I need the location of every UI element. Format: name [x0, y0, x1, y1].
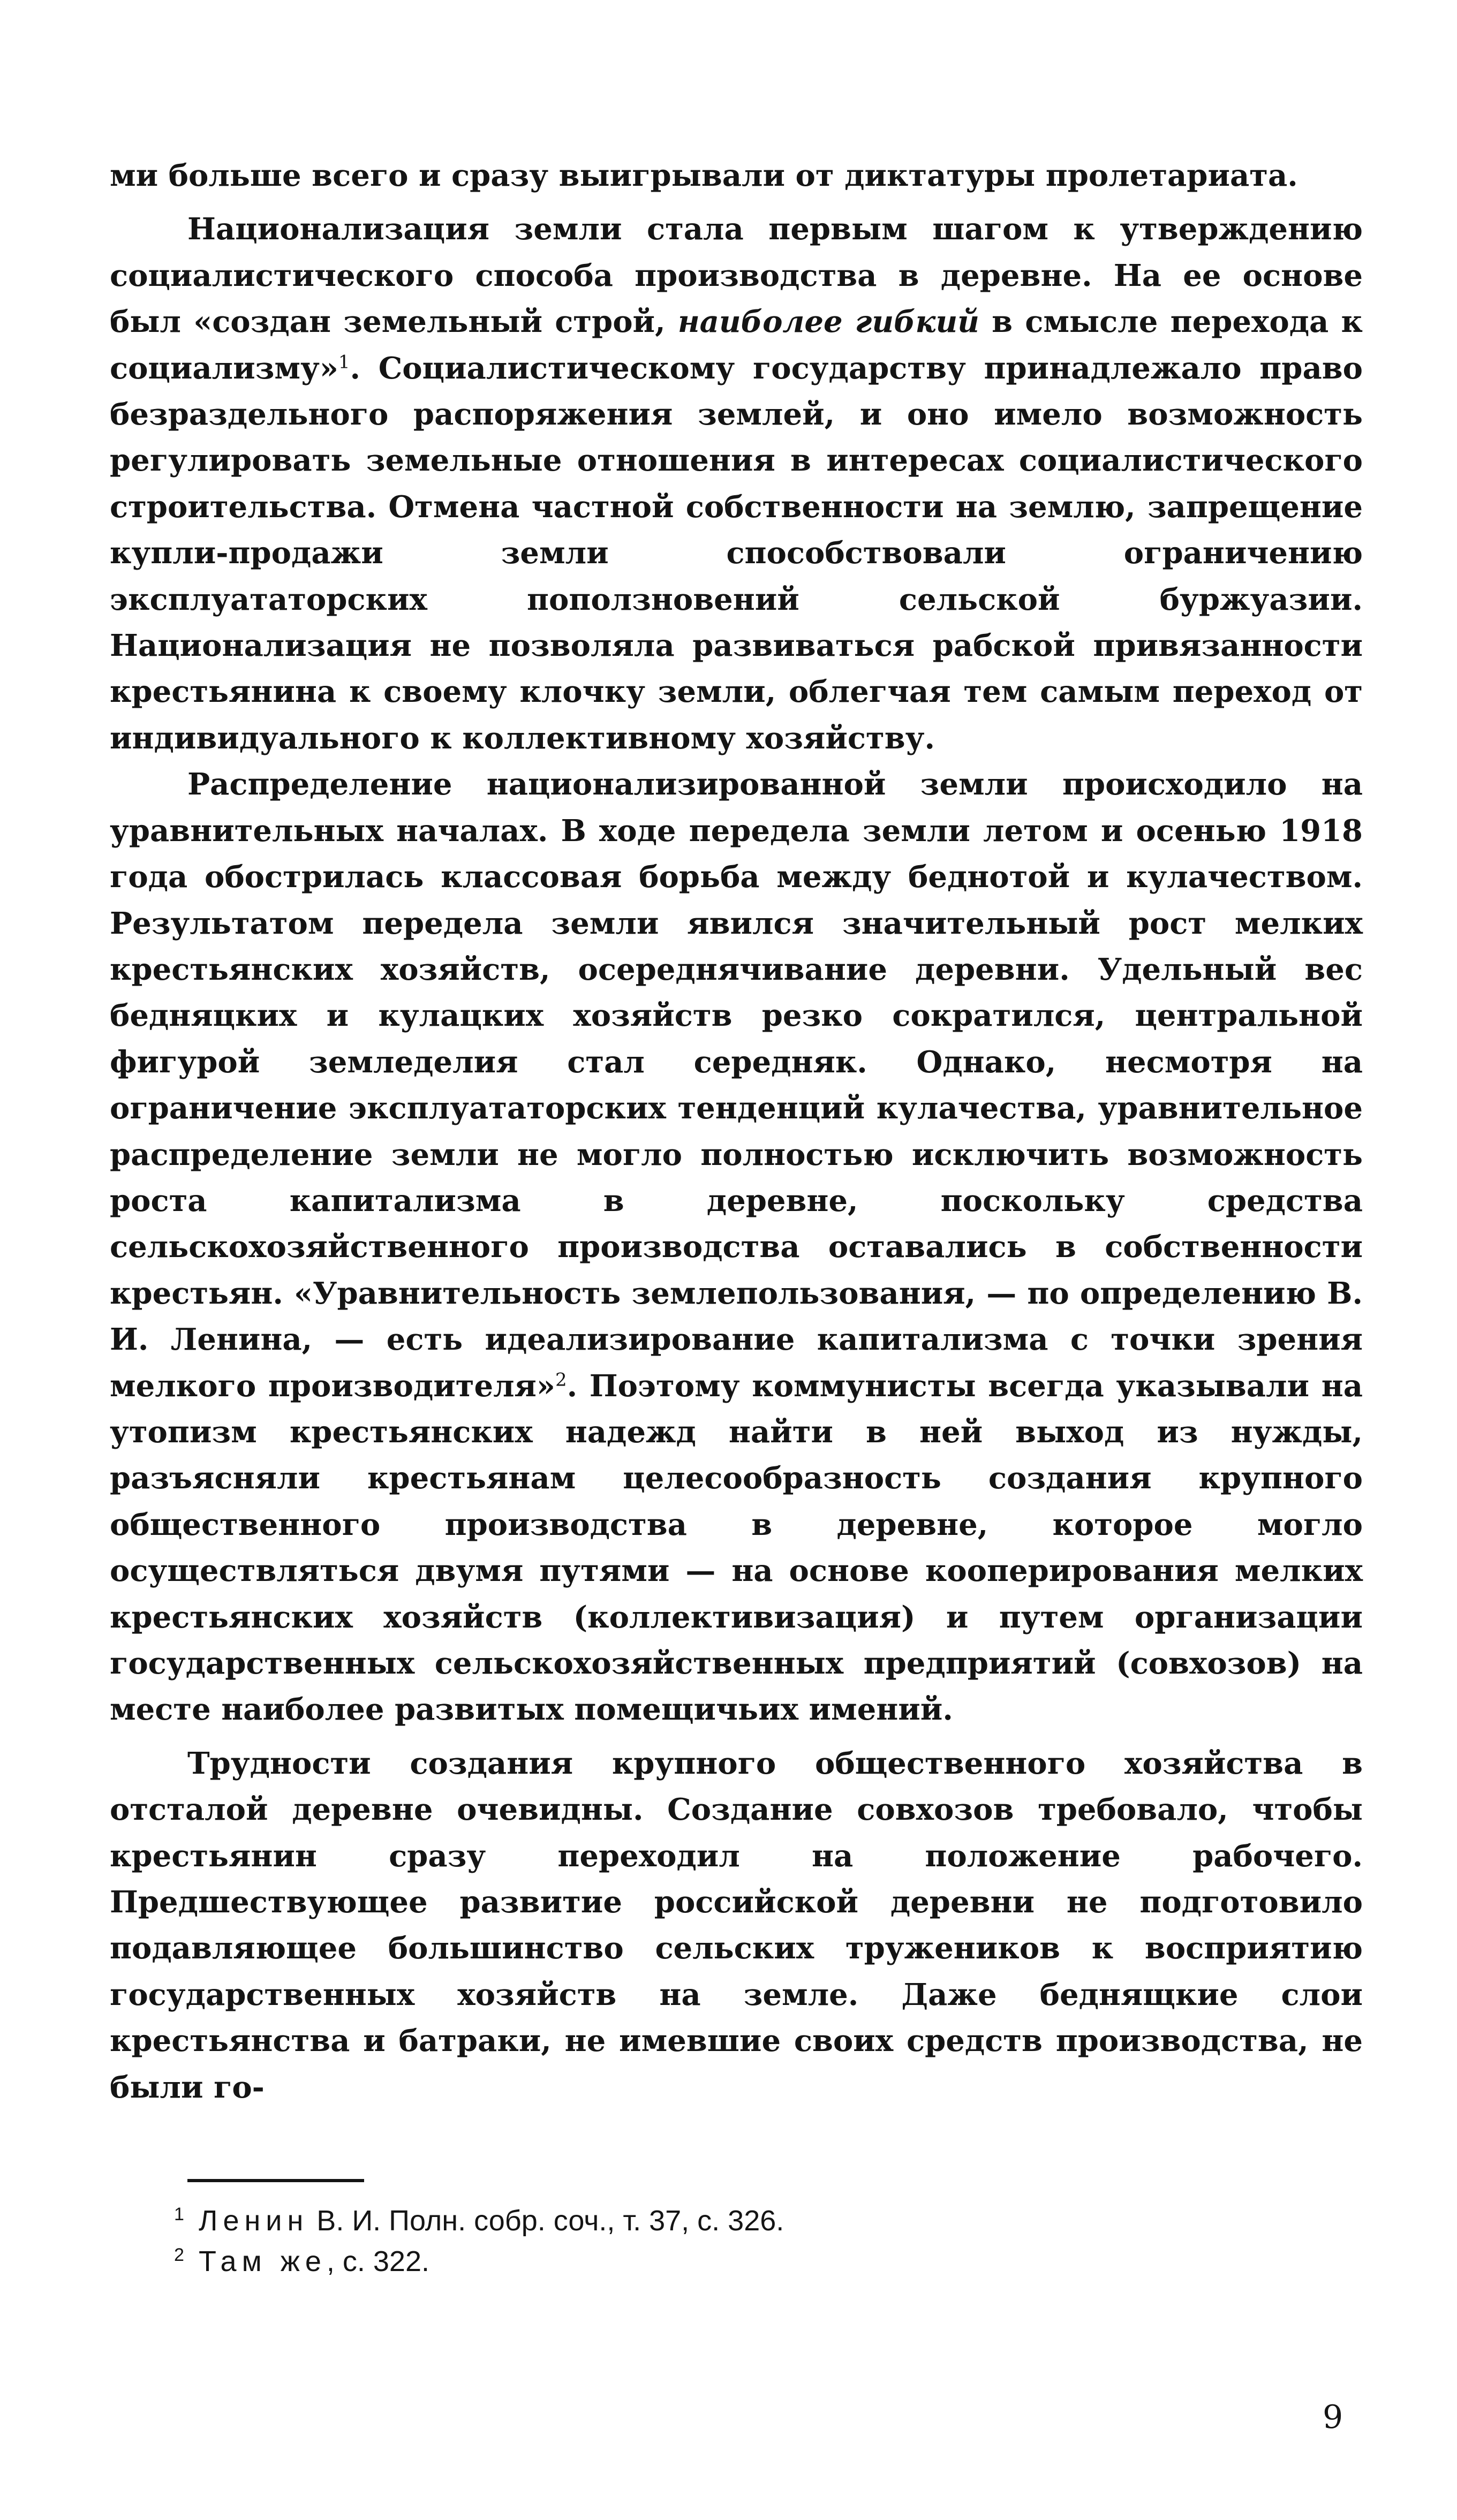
footnotes	[174, 2200, 1299, 2282]
footnote-1: 1 Ленин В. И. Полн. собр. соч., т. 37, с. 326.	[174, 2204, 784, 2237]
footnote-author: Ленин	[199, 2205, 309, 2237]
page-number: 9	[1323, 2398, 1343, 2436]
footnote-text: В. И. Полн. собр. соч., т. 37, с. 326.	[316, 2205, 784, 2237]
footnote-divider	[187, 2179, 364, 2182]
footnote-text: , с. 322.	[326, 2245, 429, 2277]
footnote-reference-1[interactable]: 1	[338, 351, 350, 373]
emphasis-text: наиболее гибкий	[677, 304, 979, 340]
paragraph-difficulties	[110, 1740, 1363, 2110]
paragraph-text: ми больше всего и сразу выигрывали от диктатуры пролетариата.	[110, 158, 1298, 193]
paragraph-text-rest: . Социалистическому государству принадлежало право безраздельного распоряжения землей, и оно имело возможность регулировать земельные отношения в интересах социалистического строительства. Отмена частной собственности на землю, запрещение купли-продажи земли способствовали ограничению эксплуататорских поползновений сельской буржуазии. Национализация не позволяла развиваться рабской привязанности крестьянина к своему клочку земли, облегчая тем самым переход от индивидуального к коллективному хозяйству.	[110, 350, 1363, 756]
paragraph-text-rest: . Поэтому коммунисты всегда указывали на утопизм крестьянских надежд найти в ней выход из нужды, разъясняли крестьянам целесообразность создания крупного общественного производства в деревне, которое могло осуществляться двумя путями — на основе кооперирования мелких крестьянских хозяйств (коллективизация) и путем организации государственных сельскохозяйственных предприятий (совхозов) на месте наиболее развитых помещичьих имений.	[110, 1368, 1363, 1728]
paragraph-continued	[110, 153, 1363, 199]
footnote-2: 2 Там же, с. 322.	[174, 2245, 429, 2277]
paragraph-text: Трудности создания крупного общественного хозяйства в отсталой деревне очевидны. Создание совхозов требовало, чтобы крестьянин сразу переходил на положение рабочего. Предшествующее развитие российской деревни не подготовило подавляющее большинство сельских тружеников к восприятию государственных хозяйств на земле. Даже беднящкие слои крестьянства и батраки, не имевшие своих средств производства, не были го-	[110, 1745, 1363, 2105]
page-body	[110, 153, 1363, 2110]
paragraph-nationalization	[110, 206, 1363, 761]
footnote-reference-2[interactable]: 2	[555, 1368, 567, 1390]
paragraph-text-start: Национализация земли стала первым шагом к утверждению социалистического способа производства в деревне. На ее основе был «создан земельный строй,	[110, 211, 1363, 340]
paragraph-text-start: Распределение национализированной земли происходило на уравнительных началах. В ходе передела земли летом и осенью 1918 года обострилась классовая борьба между беднотой и кулачеством. Результатом передела земли явился значительный рост мелких крестьянских хозяйств, осереднячивание деревни. Удельный вес бедняцких и кулацких хозяйств резко сократился, центральной фигурой земледелия стал середняк. Однако, несмотря на ограничение эксплуататорских тенденций кулачества, уравнительное распределение земли не могло полностью исключить возможность роста капитализма в деревне, поскольку средства сельскохозяйственного производства оставались в собственности крестьян. «Уравнительность землепользования, — по определению В. И. Ленина, — есть идеализирование капитализма с точки зрения мелкого производителя»	[110, 767, 1363, 1404]
footnote-author: Там же	[199, 2245, 327, 2277]
paragraph-distribution	[110, 761, 1363, 1733]
paragraph-text-quote-end: в смысле перехода к социализму»	[110, 304, 1363, 386]
